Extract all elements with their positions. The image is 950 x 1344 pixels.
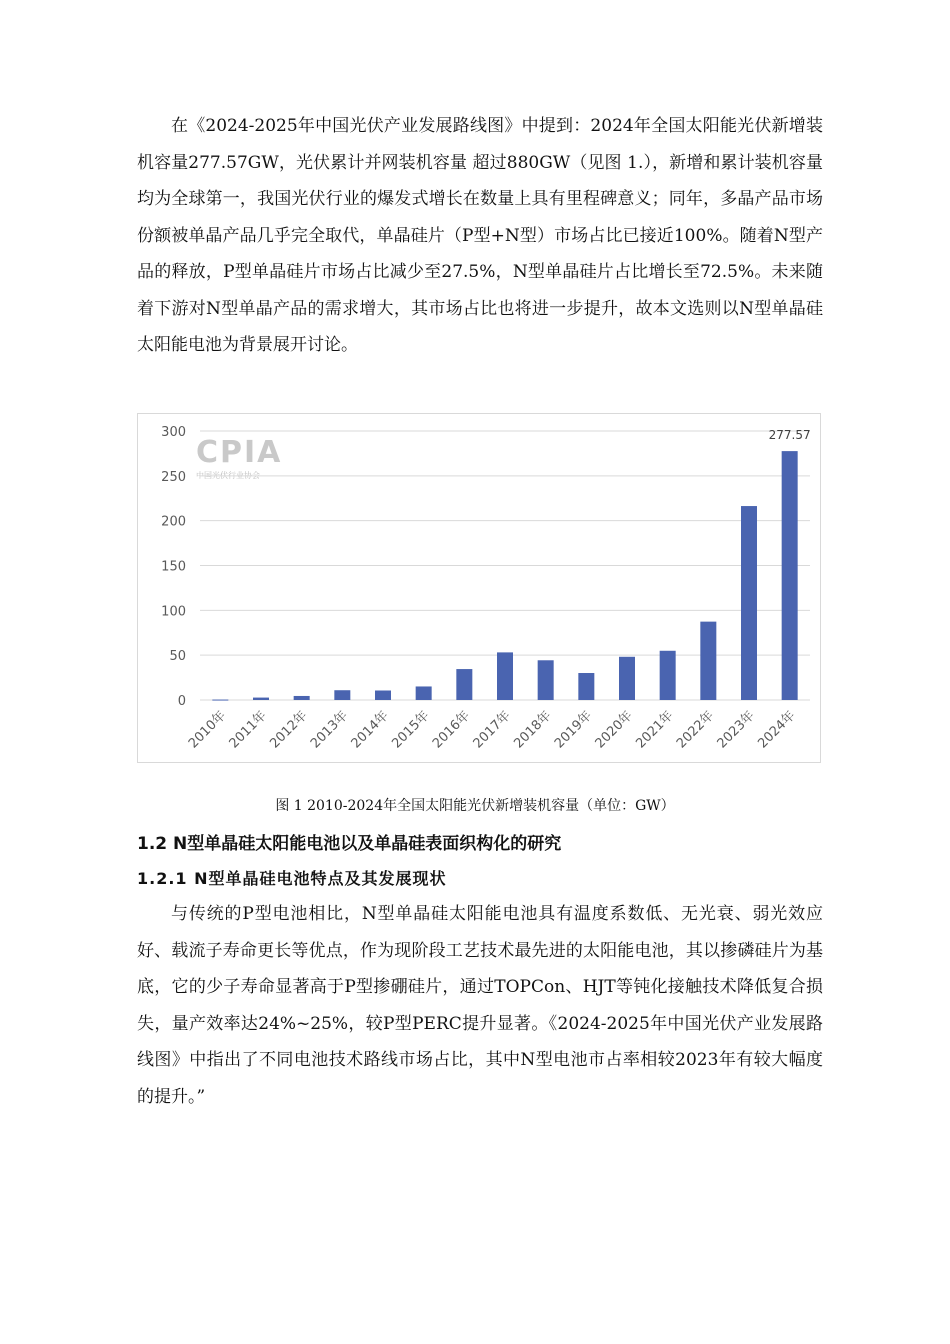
x-tick-label: 2015年 [389,708,433,752]
y-tick-label: 200 [161,514,186,530]
chart-svg [138,414,822,764]
x-tick-label: 2018年 [511,708,555,752]
watermark-text: CPIA [196,435,283,470]
bar [660,651,676,700]
intro-paragraph: 在《2024-2025年中国光伏产业发展路线图》中提到：2024年全国太阳能光伏新增装机容量277.57GW，光伏累计并网装机容量 超过880GW（见图 1.），新增和累计装机容量均为全球第一，我国光伏行业的爆发式增长在数量上具有里程碑意义；同年，多晶产品市场份额被单晶产品几乎完全取代，单晶硅片（P型+N型）市场占比已接近100%。随着N型产品的释放，P型单晶硅片市场占比减少至27.5%，N型单晶硅片占比增长至72.5%。未来随着下游对N型单晶产品的需求增大，其市场占比也将进一步提升，故本文选则以N型单晶硅太阳能电池为背景展开讨论。 [137,116,823,355]
bar [741,506,757,700]
bar [375,690,391,700]
x-tick-label: 2021年 [633,708,677,752]
bar [212,700,228,701]
bar [578,673,594,700]
bar [456,669,472,700]
x-tick-label: 2020年 [592,708,636,752]
bar [334,690,350,700]
y-tick-label: 0 [177,694,186,709]
x-tick-label: 2012年 [267,708,311,752]
x-tick-label: 2016年 [429,708,474,752]
x-tick-label: 2014年 [348,708,392,752]
bar [538,660,554,700]
bar [416,686,432,700]
x-axis [185,708,798,752]
bar [700,622,716,700]
bar [294,696,310,700]
y-tick-label: 100 [161,604,186,620]
section-heading: 1.2 N型单晶硅太阳能电池以及单晶硅表面织构化的研究 [137,834,562,854]
x-tick-label: 2022年 [673,708,718,752]
x-tick-label: 2013年 [307,708,352,752]
y-tick-label: 300 [161,425,186,440]
x-tick-label: 2011年 [226,708,270,752]
data-label: 277.57 [768,428,811,443]
subsection-heading: 1.2.1 N型单晶硅电池特点及其发展现状 [137,869,447,888]
x-tick-label: 2019年 [551,708,596,752]
watermark-logo [196,435,282,480]
bar [253,698,269,700]
x-tick-label: 2024年 [755,708,799,752]
y-axis [161,425,186,709]
bars [212,428,810,700]
body-paragraph: 与传统的P型电池相比，N型单晶硅太阳能电池具有温度系数低、无光衰、弱光效应好、载流子寿命更长等优点，作为现阶段工艺技术最先进的太阳能电池，其以掺磷硅片为基底，它的少子寿命显著高于P型掺硼硅片，通过TOPCon、HJT等钝化接触技术降低复合损失，量产效率达24%~25%，较P型PERC提升显著。《2024-2025年中国光伏产业发展路线图》中指出了不同电池技术路线市场占比，其中N型电池市占率相较2023年有较大幅度的提升。” [137,904,823,1107]
bar-chart [137,413,821,763]
x-tick-label: 2017年 [470,708,514,752]
bar [782,451,798,700]
figure-caption: 图 1 2010-2024年全国太阳能光伏新增装机容量（单位：GW） [275,798,675,814]
x-tick-label: 2023年 [714,708,758,752]
bar [497,652,513,700]
y-tick-label: 250 [161,469,186,485]
y-tick-label: 150 [161,559,186,575]
watermark-subtext: 中国光伏行业协会 [196,471,260,480]
bar [619,657,635,700]
y-tick-label: 50 [169,649,186,665]
x-tick-label: 2010年 [185,708,230,752]
